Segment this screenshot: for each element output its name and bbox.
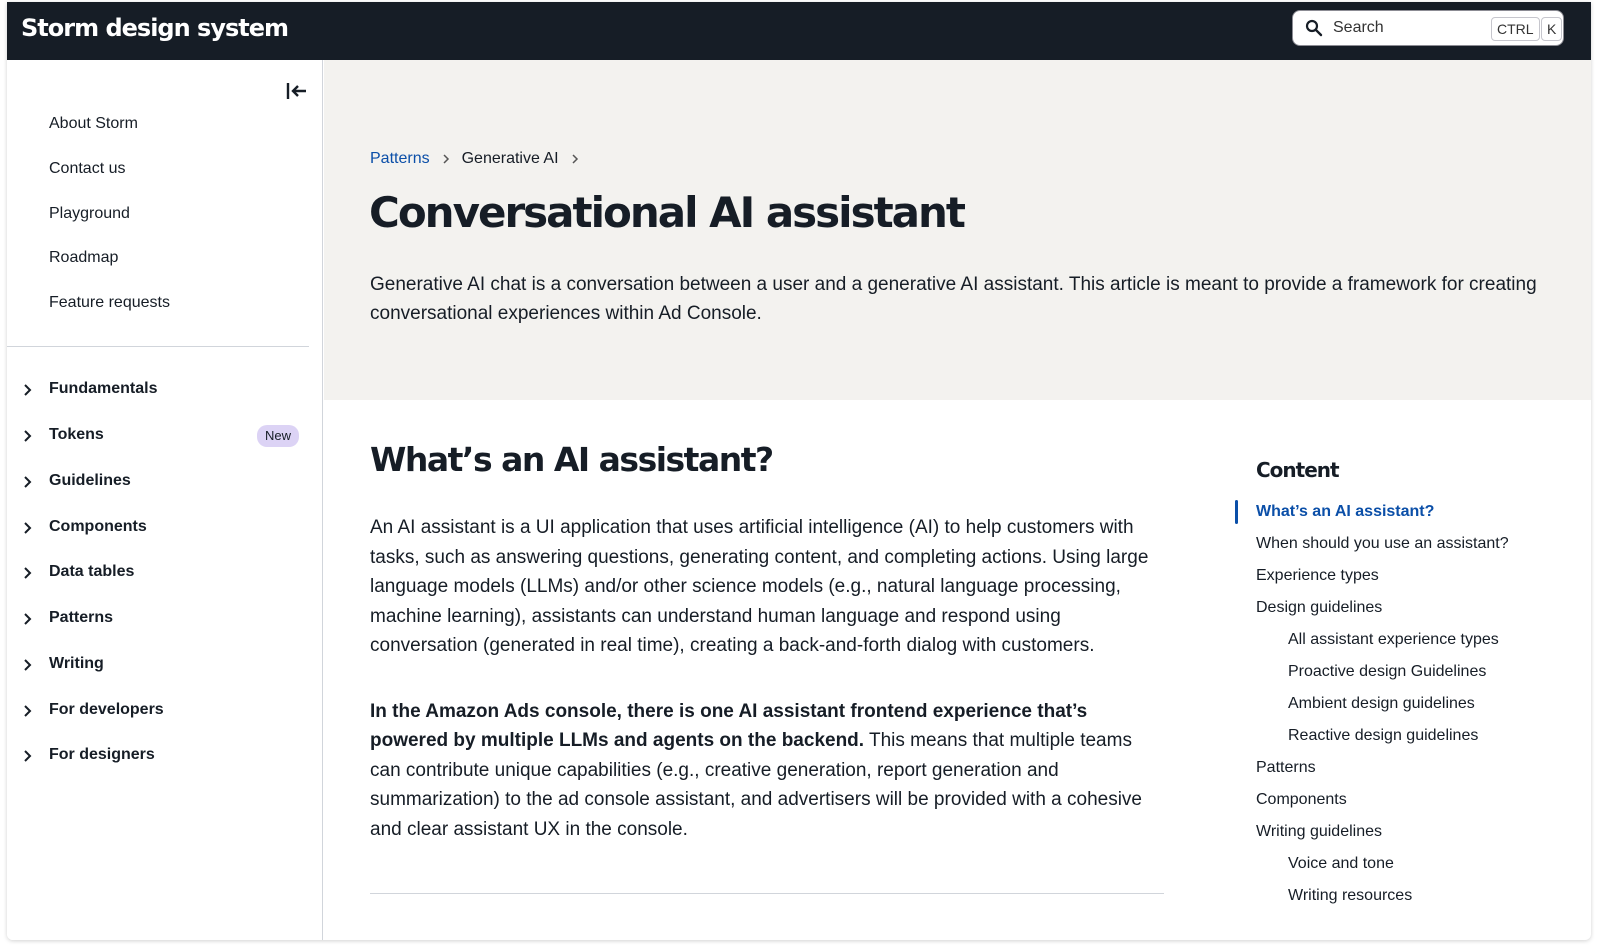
toc-item-ambient-guidelines[interactable]: Ambient design guidelines	[1288, 695, 1475, 712]
page-header	[324, 60, 1591, 400]
chevron-right-icon	[21, 429, 33, 443]
sidebar-item-label: Tokens	[49, 426, 104, 443]
toc-item-whats-an-ai-assistant[interactable]: What’s an AI assistant?	[1256, 503, 1435, 520]
toc-item-voice-and-tone[interactable]: Voice and tone	[1288, 855, 1394, 872]
breadcrumb-item-generative-ai[interactable]: Generative AI	[461, 150, 559, 167]
sidebar-divider	[7, 346, 309, 347]
section-paragraph-highlight	[370, 697, 1160, 845]
sidebar-item-guidelines[interactable]	[7, 468, 323, 498]
toc-item-when-to-use[interactable]: When should you use an assistant?	[1256, 535, 1509, 552]
breadcrumb-link-patterns[interactable]: Patterns	[370, 150, 430, 167]
sidebar-item-tokens[interactable]	[7, 422, 323, 452]
chevron-right-icon	[21, 566, 33, 580]
sidebar-link-playground[interactable]: Playground	[49, 205, 130, 222]
toc-title: Content	[1256, 458, 1339, 482]
toc-item-components[interactable]: Components	[1256, 791, 1347, 808]
sidebar-item-for-developers[interactable]	[7, 697, 323, 727]
paragraph-text: This means that multiple teams can contribute unique capabilities (e.g., creative generation, report generation and summarization) to the ad console assistant, and advertisers will be provided with a cohesive and clear assistant UX in the console.	[370, 730, 1142, 840]
sidebar-item-label: For developers	[49, 701, 164, 718]
sidebar-item-label: For designers	[49, 746, 155, 763]
toc-item-proactive-guidelines[interactable]: Proactive design Guidelines	[1288, 663, 1487, 680]
sidebar-item-label: Components	[49, 518, 147, 535]
sidebar-link-about[interactable]: About Storm	[49, 115, 138, 132]
bold-statement: In the Amazon Ads console, there is one AI assistant frontend experience that’s powered by multiple LLMs and agents on the backend.	[370, 700, 1088, 751]
toc-item-experience-types[interactable]: Experience types	[1256, 567, 1379, 584]
sidebar-item-label: Fundamentals	[49, 380, 158, 397]
toc-item-writing-resources[interactable]: Writing resources	[1288, 887, 1413, 904]
sidebar-item-fundamentals[interactable]	[7, 376, 323, 406]
sidebar-item-label: Writing	[49, 655, 104, 672]
toc-item-reactive-guidelines[interactable]: Reactive design guidelines	[1288, 727, 1479, 744]
shortcut-ctrl-key: CTRL	[1491, 17, 1540, 41]
chevron-right-icon	[21, 475, 33, 489]
sidebar-item-label: Guidelines	[49, 472, 131, 489]
sidebar-item-data-tables[interactable]	[7, 559, 323, 589]
toc-item-patterns[interactable]: Patterns	[1256, 759, 1316, 776]
app-frame	[7, 2, 1591, 940]
sidebar-link-contact[interactable]: Contact us	[49, 160, 126, 177]
sidebar-link-feature-requests[interactable]: Feature requests	[49, 294, 170, 311]
search-box[interactable]	[1292, 10, 1564, 46]
toc-item-writing-guidelines[interactable]: Writing guidelines	[1256, 823, 1382, 840]
toc-item-design-guidelines[interactable]: Design guidelines	[1256, 599, 1383, 616]
page-title: Conversational AI assistant	[369, 188, 964, 237]
chevron-right-icon	[571, 154, 579, 164]
chevron-right-icon	[21, 521, 33, 535]
search-input[interactable]	[1333, 19, 1483, 37]
section-title: What’s an AI assistant?	[370, 440, 773, 479]
content-divider	[370, 893, 1164, 894]
chevron-right-icon	[442, 154, 450, 164]
sidebar-item-for-designers[interactable]	[7, 742, 323, 772]
shortcut-k-key: K	[1541, 17, 1562, 41]
sidebar-link-roadmap[interactable]: Roadmap	[49, 249, 119, 266]
new-badge: New	[257, 425, 299, 447]
chevron-right-icon	[21, 704, 33, 718]
chevron-right-icon	[21, 658, 33, 672]
sidebar-item-patterns[interactable]	[7, 605, 323, 635]
page-description: Generative AI chat is a conversation between a user and a generative AI assistant. This article is meant to provide a framework for creating conversational experiences within Ad Console.	[370, 274, 1537, 324]
section-paragraph: An AI assistant is a UI application that uses artificial intelligence (AI) to help customers with tasks, such as answering questions, generating content, and completing actions. Using large language models (LLMs) and/or other science models (e.g., natural language processing, machine learning), assistants can understand human language and respond using conversation (generated in real time), creating a back-and-forth dialog with customers.	[370, 517, 1149, 656]
sidebar-item-components[interactable]	[7, 514, 323, 544]
toc-active-indicator	[1235, 500, 1238, 524]
site-logo[interactable]: Storm design system	[21, 14, 289, 42]
sidebar-item-label: Data tables	[49, 563, 135, 580]
sidebar-item-writing[interactable]	[7, 651, 323, 681]
breadcrumb	[370, 150, 591, 168]
main-content	[370, 432, 1170, 844]
chevron-right-icon	[21, 612, 33, 626]
toc-item-all-experience-types[interactable]: All assistant experience types	[1288, 631, 1499, 648]
chevron-right-icon	[21, 749, 33, 763]
chevron-right-icon	[21, 383, 33, 397]
search-icon	[1305, 19, 1323, 37]
top-navigation	[7, 2, 1591, 60]
sidebar-item-label: Patterns	[49, 609, 114, 626]
collapse-sidebar-icon[interactable]	[285, 80, 309, 102]
sidebar	[7, 60, 323, 940]
